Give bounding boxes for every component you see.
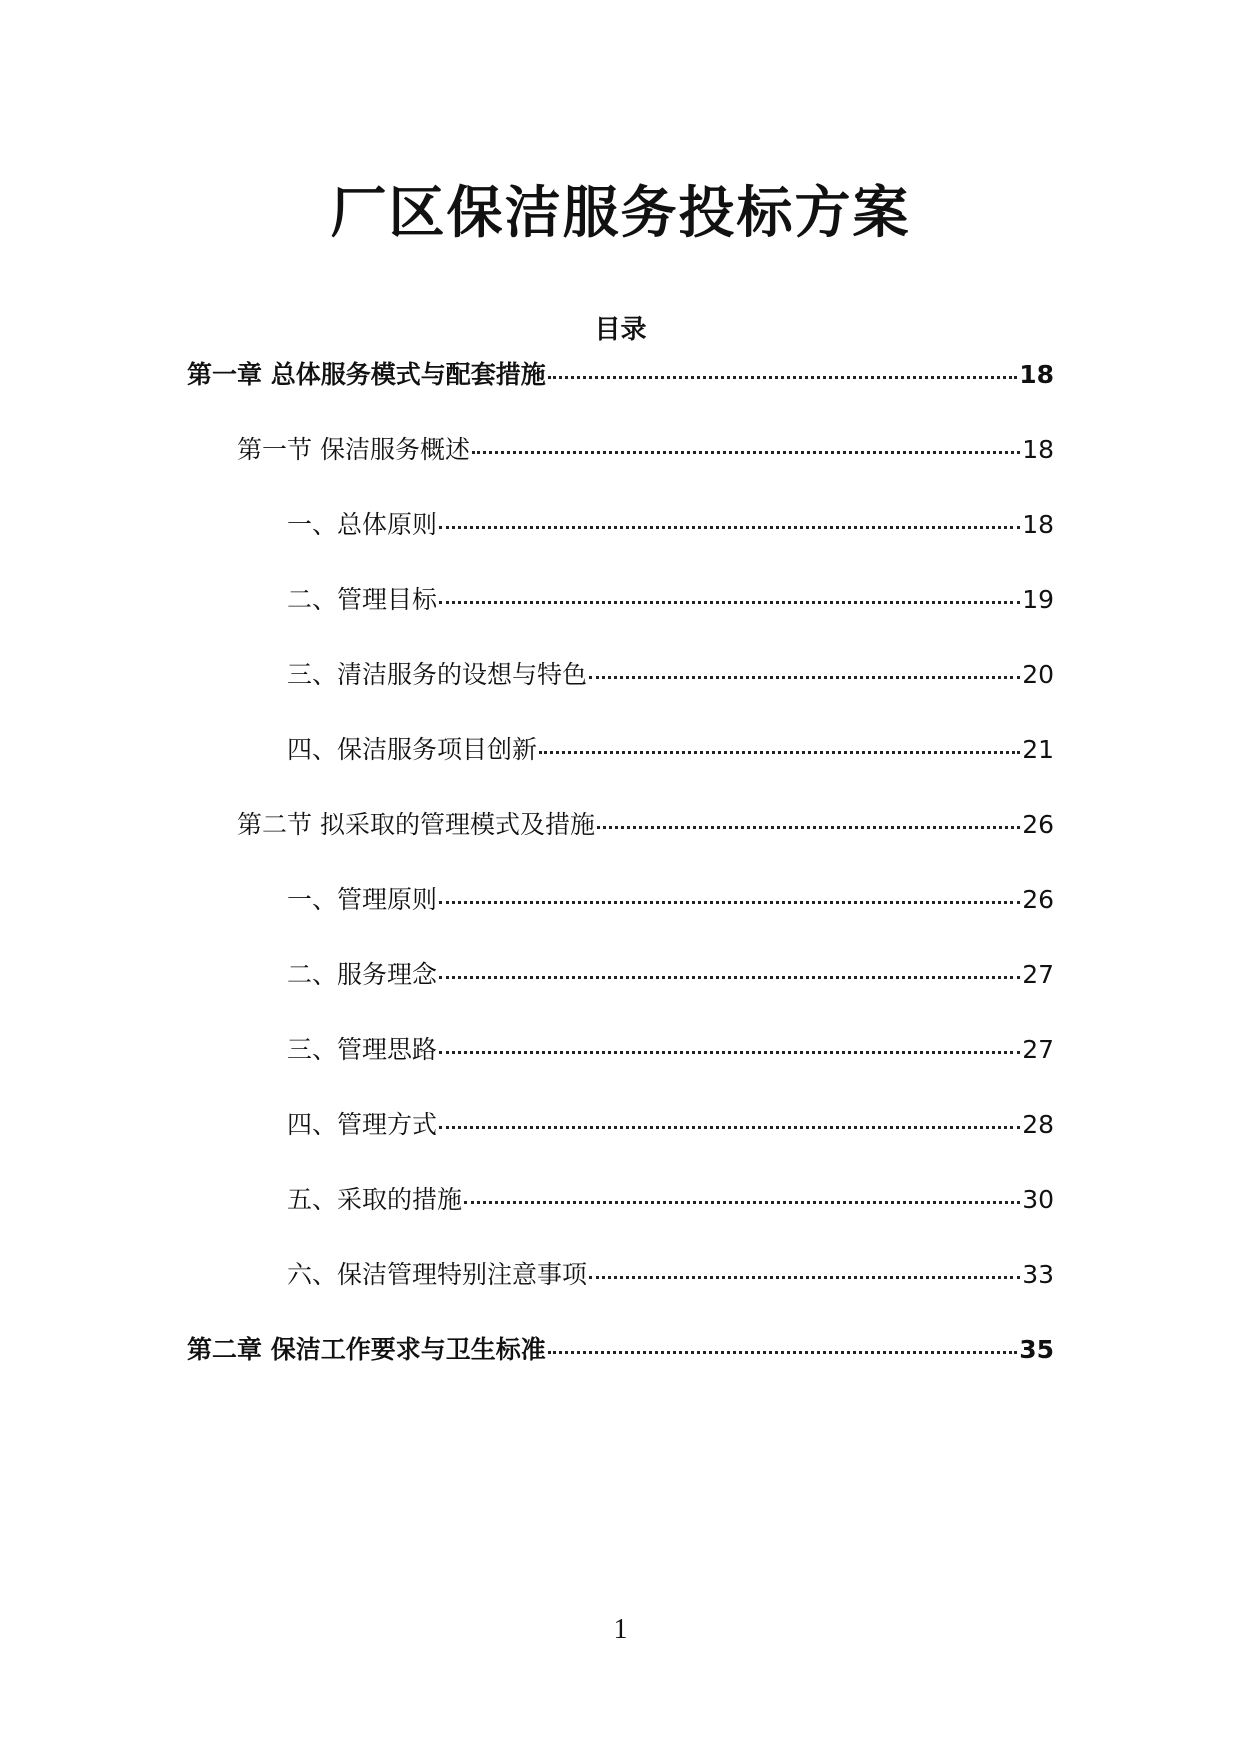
toc-dot-leader	[439, 1050, 1020, 1054]
toc-entry[interactable]	[287, 880, 1054, 920]
toc-dot-leader	[548, 1350, 1017, 1354]
toc-entry-label: 三、管理思路	[287, 1035, 438, 1064]
toc-entry-page-number: 27	[1022, 960, 1054, 989]
toc-entry[interactable]	[287, 730, 1054, 770]
toc-dot-leader	[472, 450, 1020, 454]
toc-heading: 目录	[594, 315, 647, 345]
toc-entry-page-number: 35	[1019, 1335, 1054, 1364]
toc-entry-label: 第二节 拟采取的管理模式及措施	[237, 810, 595, 839]
toc-dot-leader	[548, 375, 1017, 379]
toc-dot-leader	[464, 1200, 1020, 1204]
toc-dot-leader	[589, 675, 1020, 679]
toc-entry-page-number: 20	[1022, 660, 1054, 689]
toc-entry-label: 三、清洁服务的设想与特色	[287, 660, 588, 689]
toc-entry[interactable]	[287, 1105, 1054, 1145]
toc-entry-label: 四、管理方式	[287, 1110, 438, 1139]
toc-entry[interactable]	[287, 1180, 1054, 1220]
toc-entry-page-number: 28	[1022, 1110, 1054, 1139]
toc-entry-page-number: 26	[1022, 885, 1054, 914]
toc-entry-label: 四、保洁服务项目创新	[287, 735, 538, 764]
toc-entry-label: 一、管理原则	[287, 885, 438, 914]
toc-entry[interactable]	[287, 505, 1054, 545]
toc-entry[interactable]	[187, 1330, 1054, 1370]
toc-dot-leader	[439, 525, 1020, 529]
toc-entry-label: 一、总体原则	[287, 510, 438, 539]
toc-entry-label: 六、保洁管理特别注意事项	[287, 1260, 588, 1289]
toc-dot-leader	[597, 825, 1020, 829]
toc-dot-leader	[439, 600, 1020, 604]
toc-dot-leader	[439, 900, 1020, 904]
toc-dot-leader	[539, 750, 1020, 754]
toc-entry-page-number: 18	[1022, 435, 1054, 464]
toc-entry-page-number: 26	[1022, 810, 1054, 839]
toc-entry-label: 第一章 总体服务模式与配套措施	[187, 360, 546, 389]
page-number: 1	[613, 1614, 628, 1645]
toc-entry-page-number: 30	[1022, 1185, 1054, 1214]
toc-entry-label: 五、采取的措施	[287, 1185, 463, 1214]
toc-entry-label: 第一节 保洁服务概述	[237, 435, 470, 464]
toc-entry[interactable]	[287, 1255, 1054, 1295]
toc-entry-label: 二、管理目标	[287, 585, 438, 614]
toc-entry[interactable]	[187, 355, 1054, 395]
toc-dot-leader	[589, 1275, 1020, 1279]
toc-entry-label: 二、服务理念	[287, 960, 438, 989]
toc-entry-page-number: 19	[1022, 585, 1054, 614]
toc-entry-page-number: 27	[1022, 1035, 1054, 1064]
toc-dot-leader	[439, 1125, 1020, 1129]
toc-entry-page-number: 33	[1022, 1260, 1054, 1289]
toc-entry[interactable]	[287, 580, 1054, 620]
toc-entry-label: 第二章 保洁工作要求与卫生标准	[187, 1335, 546, 1364]
toc-entry[interactable]	[287, 1030, 1054, 1070]
toc-entry[interactable]	[237, 805, 1054, 845]
toc-dot-leader	[439, 975, 1020, 979]
document-title: 厂区保洁服务投标方案	[330, 181, 911, 246]
toc-entry[interactable]	[287, 955, 1054, 995]
toc-entry[interactable]	[237, 430, 1054, 470]
toc-entry-page-number: 21	[1022, 735, 1054, 764]
toc-entry-page-number: 18	[1022, 510, 1054, 539]
toc-entry-page-number: 18	[1019, 360, 1054, 389]
toc-entry[interactable]	[287, 655, 1054, 695]
